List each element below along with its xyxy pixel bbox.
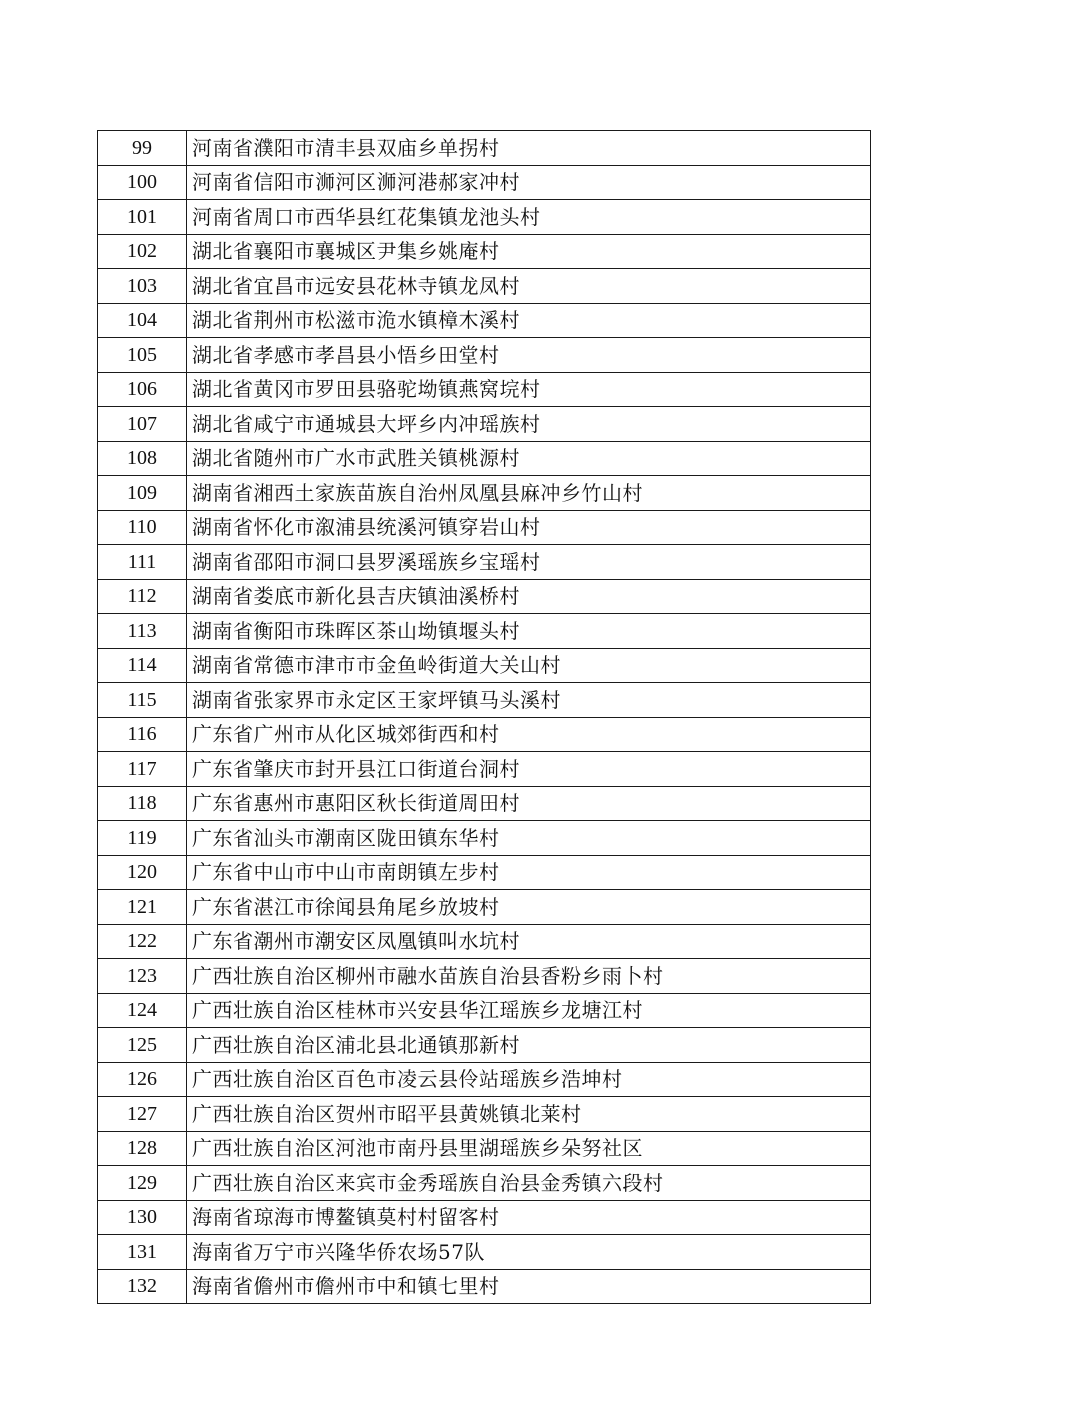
- table-row: [98, 786, 871, 821]
- table-row: [98, 510, 871, 545]
- table-row: [98, 924, 871, 959]
- row-number-cell: 119: [98, 821, 187, 856]
- village-name-cell: 河南省信阳市浉河区浉河港郝家冲村: [187, 165, 871, 200]
- village-name-cell: 广东省湛江市徐闻县角尾乡放坡村: [187, 890, 871, 925]
- row-number-cell: 131: [98, 1235, 187, 1270]
- table-row: [98, 959, 871, 994]
- table-row: [98, 1097, 871, 1132]
- row-number-cell: 107: [98, 407, 187, 442]
- table-row: [98, 579, 871, 614]
- row-number-cell: 108: [98, 441, 187, 476]
- table-row: [98, 338, 871, 373]
- table-row: [98, 648, 871, 683]
- village-name-cell: 广西壮族自治区柳州市融水苗族自治县香粉乡雨卜村: [187, 959, 871, 994]
- row-number-cell: 124: [98, 993, 187, 1028]
- table-row: [98, 993, 871, 1028]
- table-row: [98, 855, 871, 890]
- table-row: [98, 821, 871, 856]
- village-name-cell: 广东省中山市中山市南朗镇左步村: [187, 855, 871, 890]
- village-name-cell: 海南省万宁市兴隆华侨农场57队: [187, 1235, 871, 1270]
- table-row: [98, 1269, 871, 1304]
- table-row: [98, 234, 871, 269]
- row-number-cell: 100: [98, 165, 187, 200]
- village-name-cell: 湖北省咸宁市通城县大坪乡内冲瑶族村: [187, 407, 871, 442]
- table-row: [98, 717, 871, 752]
- village-name-cell: 河南省周口市西华县红花集镇龙池头村: [187, 200, 871, 235]
- table-row: [98, 269, 871, 304]
- village-name-cell: 广西壮族自治区河池市南丹县里湖瑶族乡朵努社区: [187, 1131, 871, 1166]
- row-number-cell: 99: [98, 131, 187, 166]
- row-number-cell: 104: [98, 303, 187, 338]
- village-name-cell: 湖南省常德市津市市金鱼岭街道大关山村: [187, 648, 871, 683]
- table-row: [98, 752, 871, 787]
- row-number-cell: 132: [98, 1269, 187, 1304]
- village-name-cell: 湖北省孝感市孝昌县小悟乡田堂村: [187, 338, 871, 373]
- village-name-cell: 海南省琼海市博鳌镇莫村村留客村: [187, 1200, 871, 1235]
- village-name-cell: 广东省汕头市潮南区陇田镇东华村: [187, 821, 871, 856]
- village-name-cell: 广西壮族自治区百色市凌云县伶站瑶族乡浩坤村: [187, 1062, 871, 1097]
- table-row: [98, 545, 871, 580]
- village-name-cell: 湖南省怀化市溆浦县统溪河镇穿岩山村: [187, 510, 871, 545]
- row-number-cell: 112: [98, 579, 187, 614]
- table-row: [98, 614, 871, 649]
- village-name-cell: 广东省潮州市潮安区凤凰镇叫水坑村: [187, 924, 871, 959]
- row-number-cell: 117: [98, 752, 187, 787]
- village-name-cell: 广东省广州市从化区城郊街西和村: [187, 717, 871, 752]
- table-row: [98, 1131, 871, 1166]
- row-number-cell: 114: [98, 648, 187, 683]
- row-number-cell: 123: [98, 959, 187, 994]
- table-row: [98, 683, 871, 718]
- table-row: [98, 1200, 871, 1235]
- village-name-cell: 湖北省襄阳市襄城区尹集乡姚庵村: [187, 234, 871, 269]
- table-row: [98, 1235, 871, 1270]
- village-name-cell: 湖北省随州市广水市武胜关镇桃源村: [187, 441, 871, 476]
- village-name-cell: 广东省肇庆市封开县江口街道台洞村: [187, 752, 871, 787]
- village-name-cell: 河南省濮阳市清丰县双庙乡单拐村: [187, 131, 871, 166]
- village-name-cell: 湖北省荆州市松滋市洈水镇樟木溪村: [187, 303, 871, 338]
- row-number-cell: 121: [98, 890, 187, 925]
- village-name-cell: 广东省惠州市惠阳区秋长街道周田村: [187, 786, 871, 821]
- table-row: [98, 476, 871, 511]
- row-number-cell: 120: [98, 855, 187, 890]
- village-name-cell: 湖南省湘西土家族苗族自治州凤凰县麻冲乡竹山村: [187, 476, 871, 511]
- row-number-cell: 125: [98, 1028, 187, 1063]
- row-number-cell: 129: [98, 1166, 187, 1201]
- village-name-cell: 广西壮族自治区浦北县北通镇那新村: [187, 1028, 871, 1063]
- table-body: [98, 131, 871, 1304]
- village-list-table: [97, 130, 871, 1304]
- row-number-cell: 116: [98, 717, 187, 752]
- row-number-cell: 128: [98, 1131, 187, 1166]
- row-number-cell: 106: [98, 372, 187, 407]
- table-row: [98, 303, 871, 338]
- row-number-cell: 130: [98, 1200, 187, 1235]
- table-row: [98, 441, 871, 476]
- row-number-cell: 102: [98, 234, 187, 269]
- table-row: [98, 1028, 871, 1063]
- row-number-cell: 109: [98, 476, 187, 511]
- table-row: [98, 1166, 871, 1201]
- village-name-cell: 湖南省衡阳市珠晖区茶山坳镇堰头村: [187, 614, 871, 649]
- row-number-cell: 111: [98, 545, 187, 580]
- village-name-cell: 广西壮族自治区贺州市昭平县黄姚镇北莱村: [187, 1097, 871, 1132]
- village-name-cell: 湖南省娄底市新化县吉庆镇油溪桥村: [187, 579, 871, 614]
- row-number-cell: 126: [98, 1062, 187, 1097]
- village-name-cell: 湖南省张家界市永定区王家坪镇马头溪村: [187, 683, 871, 718]
- table-row: [98, 131, 871, 166]
- village-name-cell: 湖北省宜昌市远安县花林寺镇龙凤村: [187, 269, 871, 304]
- village-name-cell: 湖北省黄冈市罗田县骆驼坳镇燕窝垸村: [187, 372, 871, 407]
- table-row: [98, 407, 871, 442]
- village-name-cell: 广西壮族自治区桂林市兴安县华江瑶族乡龙塘江村: [187, 993, 871, 1028]
- row-number-cell: 115: [98, 683, 187, 718]
- village-name-cell: 湖南省邵阳市洞口县罗溪瑶族乡宝瑶村: [187, 545, 871, 580]
- table-row: [98, 890, 871, 925]
- row-number-cell: 118: [98, 786, 187, 821]
- row-number-cell: 113: [98, 614, 187, 649]
- table-row: [98, 165, 871, 200]
- row-number-cell: 110: [98, 510, 187, 545]
- row-number-cell: 105: [98, 338, 187, 373]
- table-row: [98, 1062, 871, 1097]
- row-number-cell: 101: [98, 200, 187, 235]
- row-number-cell: 122: [98, 924, 187, 959]
- row-number-cell: 103: [98, 269, 187, 304]
- village-name-cell: 广西壮族自治区来宾市金秀瑶族自治县金秀镇六段村: [187, 1166, 871, 1201]
- table-row: [98, 372, 871, 407]
- village-name-cell: 海南省儋州市儋州市中和镇七里村: [187, 1269, 871, 1304]
- row-number-cell: 127: [98, 1097, 187, 1132]
- table-row: [98, 200, 871, 235]
